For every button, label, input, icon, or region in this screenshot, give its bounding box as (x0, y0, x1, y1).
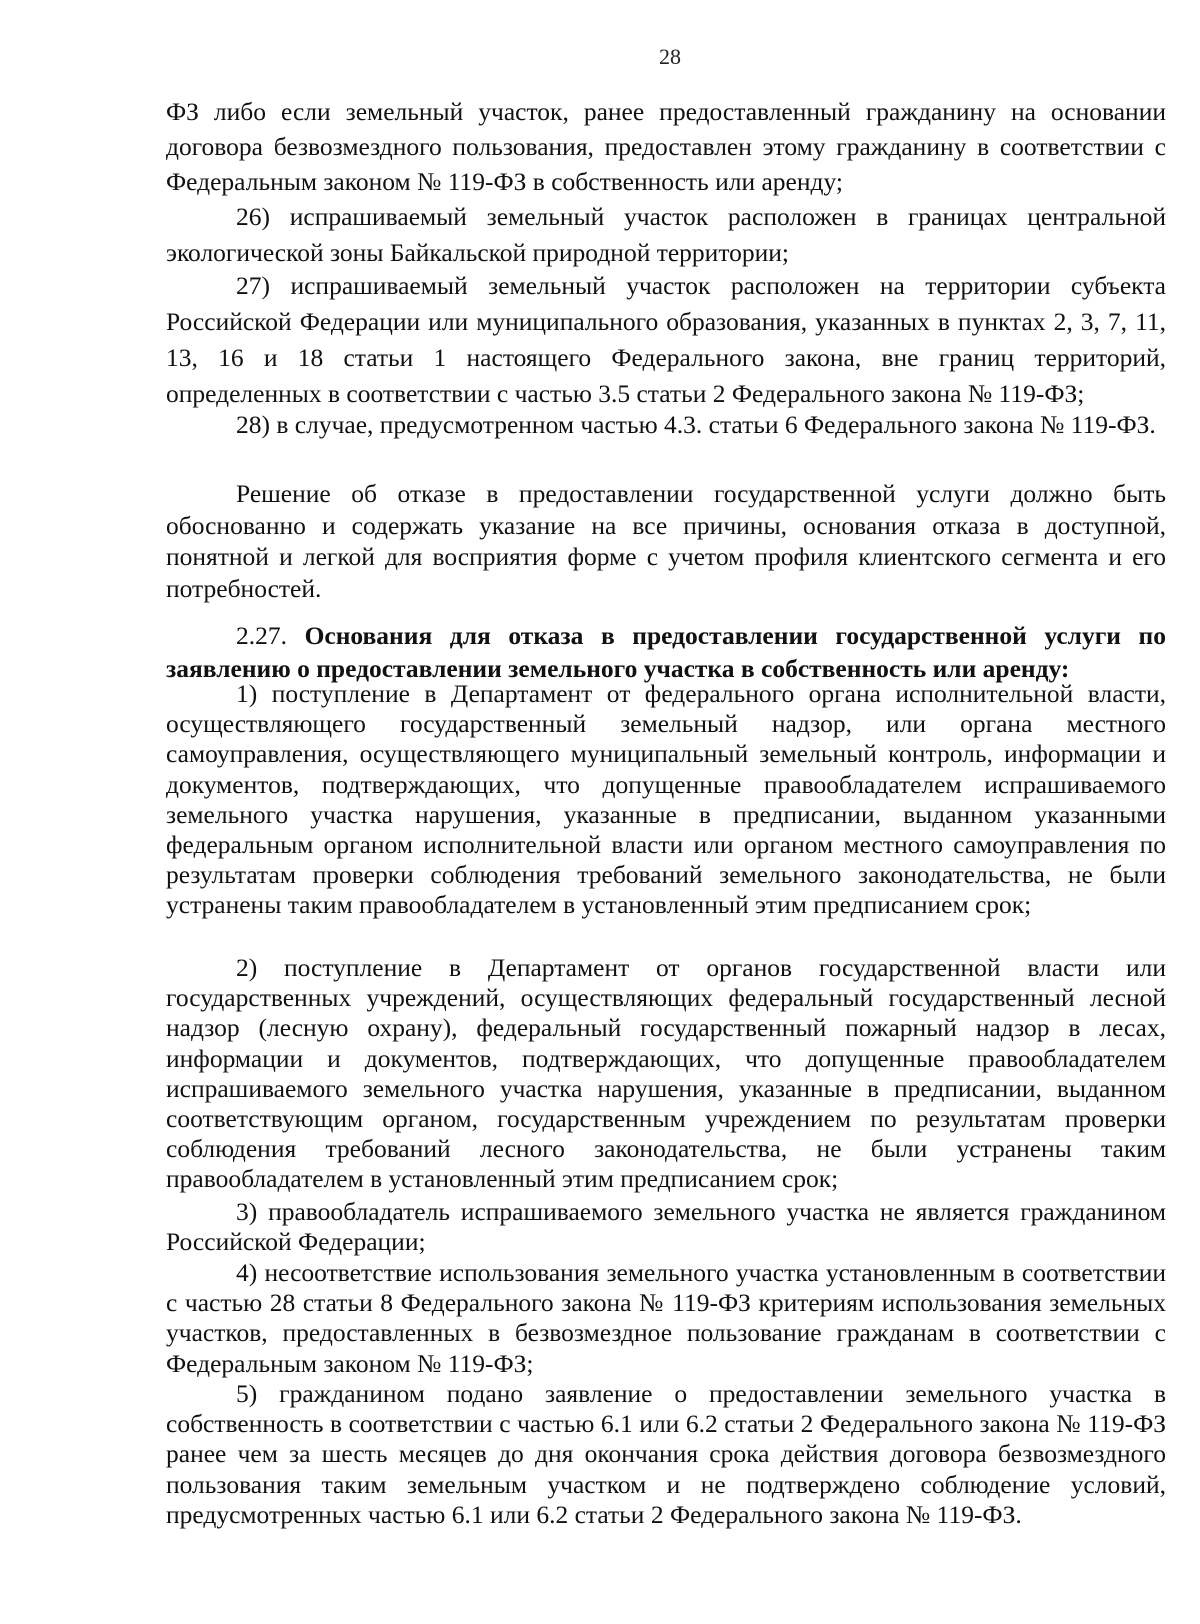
paragraph-item-28: 28) в случае, предусмотренном частью 4.3. статьи 6 Федерального закона № 119-ФЗ. (236, 410, 1156, 439)
section-number: 2.27. (236, 621, 287, 650)
section-2-27 (166, 620, 1166, 685)
list-item-4: 4) несоответствие использования земельного участка установленным в соответствии с частью 28 статьи 8 Федерального закона № 119-ФЗ критериям использования земельных участков, предоставленных в безвозмездное пользование гражданам в соответствии с Федеральным законом № 119-ФЗ; (166, 1258, 1166, 1378)
list-item-2: 2) поступление в Департамент от органов государственной власти или государственных учреждений, осуществляющих федеральный государственный лесной надзор (лесную охрану), федеральный государственный пожарный надзор в лесах, информации и документов, подтверждающих, что допущенные правообладателем испрашиваемого земельного участка нарушения, указанные в предписании, выданном соответствующим органом, государственным учреждением по результатам проверки соблюдения требований лесного законодательства, не были устранены таким правообладателем в установленный этим предписанием срок; (166, 953, 1166, 1194)
page-number: 28 (659, 44, 681, 69)
paragraph-item-26: 26) испрашиваемый земельный участок расположен в границах центральной экологической зоны Байкальской природной территории; (166, 202, 1166, 267)
paragraph-item-27: 27) испрашиваемый земельный участок расположен на территории субъекта Российской Федерации или муниципального образования, указанных в пунктах 2, 3, 7, 11, 13, 16 и 18 статьи 1 настоящего Федерального закона, вне границ территорий, определенных в соответствии с частью 3.5 статьи 2 Федерального закона № 119-ФЗ; (166, 271, 1166, 408)
list-item-3: 3) правообладатель испрашиваемого земельного участка не является гражданином Российской Федерации; (166, 1197, 1166, 1257)
list-item-1: 1) поступление в Департамент от федерального органа исполнительной власти, осуществляющего государственный земельный надзор, или органа местного самоуправления, осуществляющего муниципальный земельный контроль, информации и документов, подтверждающих, что допущенные правообладателем испрашиваемого земельного участка нарушения, указанные в предписании, выданном указанными федеральным органом исполнительной власти или органом местного самоуправления по результатам проверки соблюдения требований земельного законодательства, не были устранены таким правообладателем в установленный этим предписанием срок; (166, 679, 1166, 920)
paragraph-continuation: ФЗ либо если земельный участок, ранее предоставленный гражданину на основании договора безвозмездного пользования, предоставлен этому гражданину в соответствии с Федеральным законом № 119-ФЗ в собственность или аренду; (166, 97, 1166, 196)
section-heading: Основания для отказа в предоставлении государственной услуги по заявлению о предоставлении земельного участка в собственность или аренду: (166, 621, 1166, 683)
paragraph-refusal-decision: Решение об отказе в предоставлении государственной услуги должно быть обоснованно и содержать указание на все причины, основания отказа в доступной, понятной и легкой для восприятия форме с учетом профиля клиентского сегмента и его потребностей. (166, 479, 1166, 603)
list-item-5: 5) гражданином подано заявление о предоставлении земельного участка в собственность в соответствии с частью 6.1 или 6.2 статьи 2 Федерального закона № 119-ФЗ ранее чем за шесть месяцев до дня окончания срока действия договора безвозмездного пользования таким земельным участком и не подтверждено соблюдение условий, предусмотренных частью 6.1 или 6.2 статьи 2 Федерального закона № 119-ФЗ. (166, 1379, 1166, 1529)
